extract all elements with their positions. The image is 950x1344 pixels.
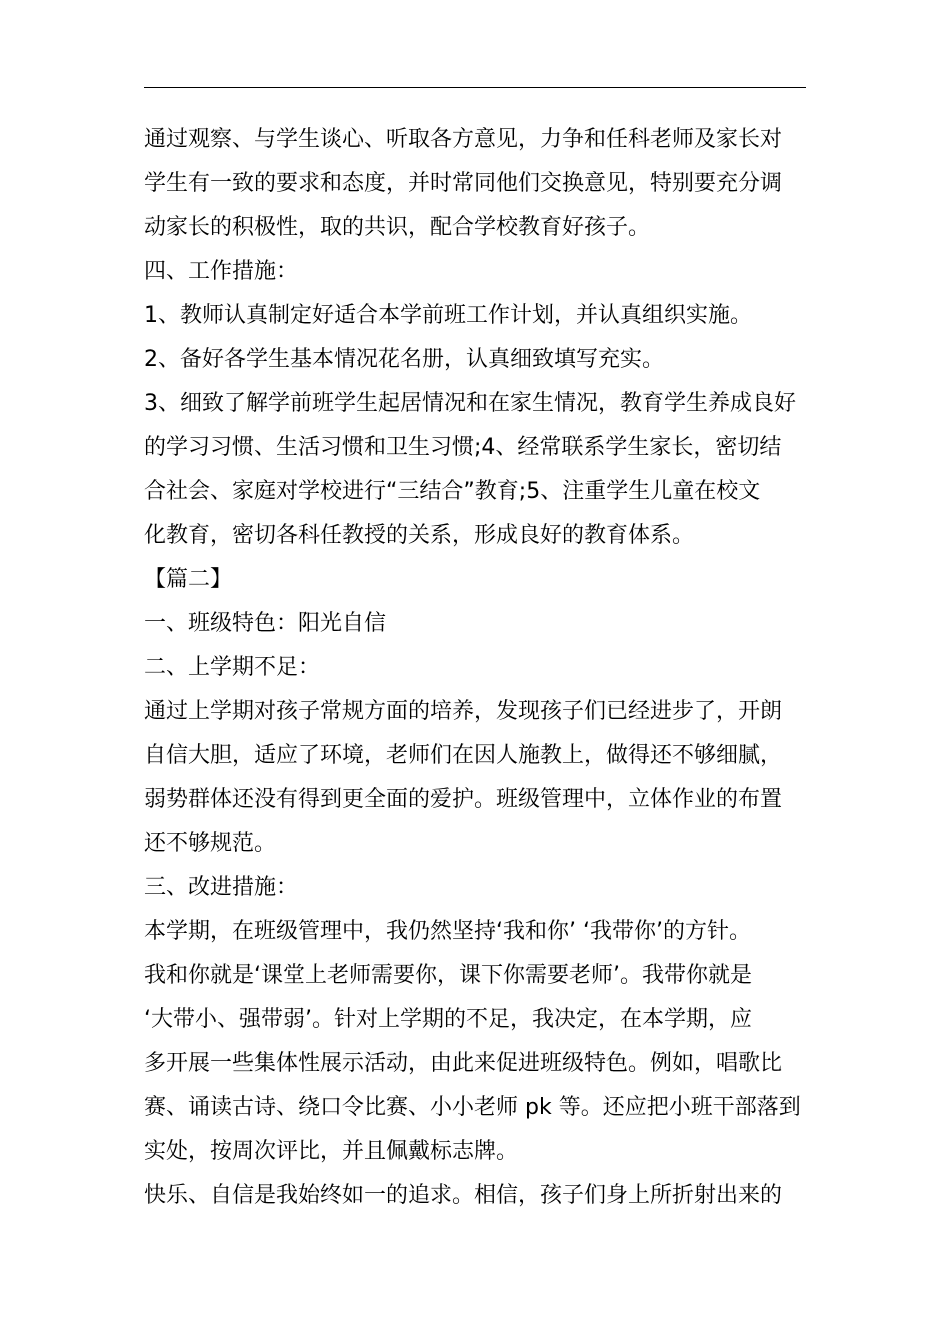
body-text <box>144 118 824 1218</box>
text-line: 的学习习惯、生活习惯和卫生习惯;4、经常联系学生家长，密切结 <box>144 435 782 460</box>
text-line: 3、细致了解学前班学生起居情况和在家生情况，教育学生养成良好 <box>144 391 796 416</box>
text-line: 我和你就是‘课堂上老师需要你，课下你需要老师’。我带你就是 <box>144 963 752 988</box>
text-line: 赛、诵读古诗、绕口令比赛、小小老师 pk 等。还应把小班干部落到 <box>144 1095 801 1120</box>
text-line: ‘大带小、强带弱’。针对上学期的不足，我决定，在本学期，应 <box>144 1007 752 1032</box>
text-line: 通过观察、与学生谈心、听取各方意见，力争和任科老师及家长对 <box>144 127 783 152</box>
text-line: 实处，按周次评比，并且佩戴标志牌。 <box>144 1139 519 1164</box>
text-line: 快乐、自信是我始终如一的追求。相信，孩子们身上所折射出来的 <box>144 1183 783 1208</box>
text-line: 合社会、家庭对学校进行“三结合”教育;5、注重学生儿童在校文 <box>144 479 761 504</box>
section-heading: 一、班级特色：阳光自信 <box>144 611 387 636</box>
text-line: 1、教师认真制定好适合本学前班工作计划，并认真组织实施。 <box>144 303 752 328</box>
text-line: 自信大胆，适应了环境，老师们在因人施教上，做得还不够细腻， <box>144 743 783 768</box>
section-heading: 三、改进措施： <box>144 875 299 900</box>
header-divider <box>144 87 806 88</box>
section-heading: 二、上学期不足： <box>144 655 321 680</box>
text-line: 本学期，在班级管理中，我仍然坚持‘我和你’ ‘我带你’的方针。 <box>144 919 751 944</box>
text-line: 2、备好各学生基本情况花名册，认真细致填写充实。 <box>144 347 664 372</box>
part-heading: 【篇二】 <box>144 567 233 592</box>
text-line: 通过上学期对孩子常规方面的培养，发现孩子们已经进步了，开朗 <box>144 699 783 724</box>
section-heading: 四、工作措施： <box>144 259 299 284</box>
text-line: 学生有一致的要求和态度，并时常同他们交换意见，特别要充分调 <box>144 171 783 196</box>
text-line: 弱势群体还没有得到更全面的爱护。班级管理中，立体作业的布置 <box>144 787 783 812</box>
text-line: 化教育，密切各科任教授的关系，形成良好的教育体系。 <box>144 523 695 548</box>
text-line: 动家长的积极性，取的共识，配合学校教育好孩子。 <box>144 215 651 240</box>
text-line: 还不够规范。 <box>144 831 277 856</box>
text-line: 多开展一些集体性展示活动，由此来促进班级特色。例如，唱歌比 <box>144 1051 783 1076</box>
